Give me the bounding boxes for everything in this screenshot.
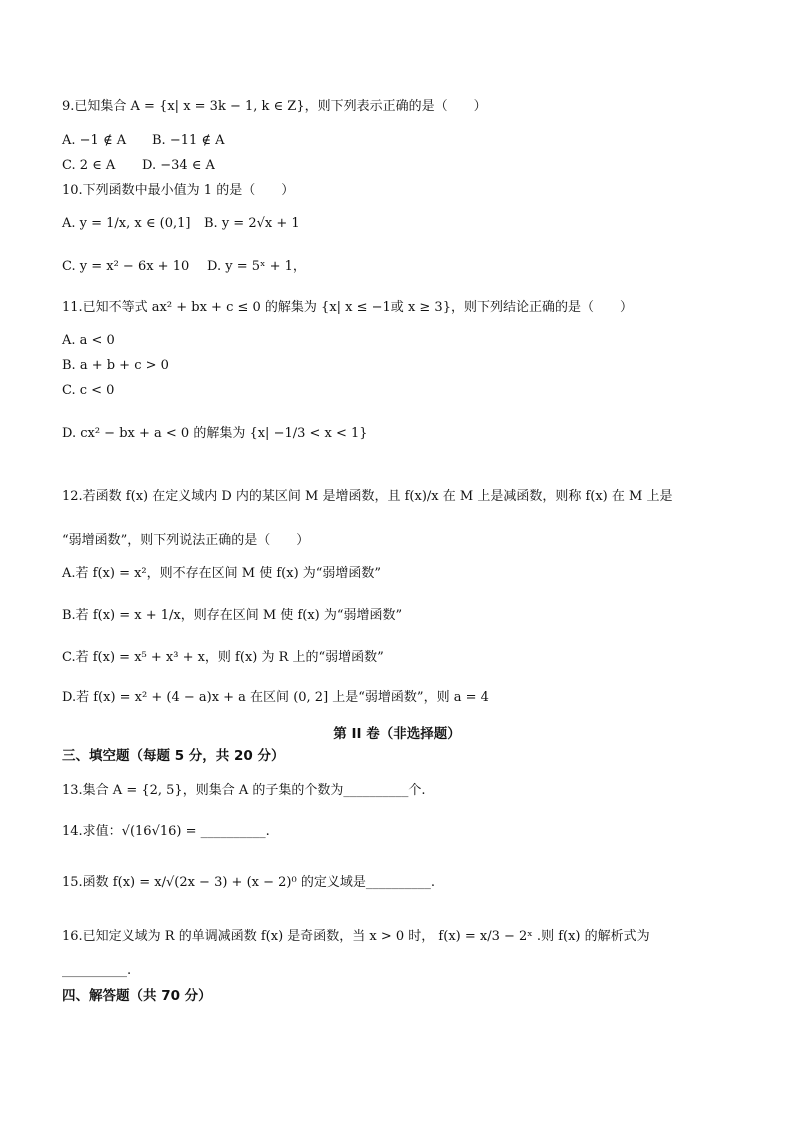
q9-options-row2 [62, 157, 215, 175]
q12-option-a: A.若 f(x) = x²，则不存在区间 M 使 f(x) 为“弱增函数” [62, 566, 382, 581]
q9-options-row1 [62, 132, 225, 150]
q10-stem: 10.下列函数中最小值为 1 的是（ ） [62, 183, 295, 198]
q10-option-c: C. y = x² − 6x + 10 [62, 259, 190, 274]
q10-option-a: A. y = 1/x, x ∈ (0,1] [62, 216, 191, 231]
q12-stem-line2: “弱增函数”，则下列说法正确的是（ ） [62, 533, 310, 548]
q15: 15.函数 f(x) = x/√(2x − 3) + (x − 2)⁰ 的定义域是__________. [62, 875, 435, 890]
q16-line2: __________. [62, 963, 132, 978]
q11-option-a: A. a < 0 [62, 333, 115, 348]
q10-option-d: D. y = 5ˣ + 1， [207, 259, 306, 274]
q10-options-row2 [62, 258, 306, 276]
q9-option-a: A. −1 ∉ A [62, 133, 127, 148]
q10-option-b: B. y = 2√x + 1 [204, 216, 300, 231]
q12-stem-line1: 12.若函数 f(x) 在定义域内 D 内的某区间 M 是增函数，且 f(x)/x 在 M 上是减函数，则称 f(x) 在 M 上是 [62, 489, 673, 504]
q11-option-c: C. c < 0 [62, 383, 115, 398]
q11-option-b: B. a + b + c > 0 [62, 358, 169, 373]
section-four-title: 四、解答题（共 70 分） [62, 988, 212, 1004]
section-three-title: 三、填空题（每题 5 分，共 20 分） [62, 748, 285, 764]
q9-option-d: D. −34 ∈ A [142, 158, 215, 173]
q9-option-b: B. −11 ∉ A [152, 133, 225, 148]
q9-option-c: C. 2 ∈ A [62, 158, 116, 173]
q12-option-d: D.若 f(x) = x² + (4 − a)x + a 在区间 (0, 2] 上是“弱增函数”，则 a = 4 [62, 690, 489, 705]
q11-option-d: D. cx² − bx + a < 0 的解集为 {x| −1/3 < x < 1} [62, 426, 368, 441]
q16-line1: 16.已知定义域为 R 的单调减函数 f(x) 是奇函数，当 x > 0 时， f(x) = x/3 − 2ˣ .则 f(x) 的解析式为 [62, 929, 650, 944]
q10-options-row1 [62, 215, 300, 233]
q9-stem: 9.已知集合 A = {x| x = 3k − 1, k ∈ Z}，则下列表示正确的是（ ） [62, 99, 487, 114]
q13: 13.集合 A = {2, 5}，则集合 A 的子集的个数为__________个. [62, 783, 426, 798]
q11-stem: 11.已知不等式 ax² + bx + c ≤ 0 的解集为 {x| x ≤ −1或 x ≥ 3}，则下列结论正确的是（ ） [62, 300, 633, 315]
q12-option-b: B.若 f(x) = x + 1/x，则存在区间 M 使 f(x) 为“弱增函数” [62, 608, 403, 623]
q12-option-c: C.若 f(x) = x⁵ + x³ + x，则 f(x) 为 R 上的“弱增函数” [62, 650, 384, 665]
part-two-title: 第 II 卷（非选择题） [333, 726, 461, 742]
q14: 14.求值：√(16√16) = __________. [62, 824, 270, 839]
